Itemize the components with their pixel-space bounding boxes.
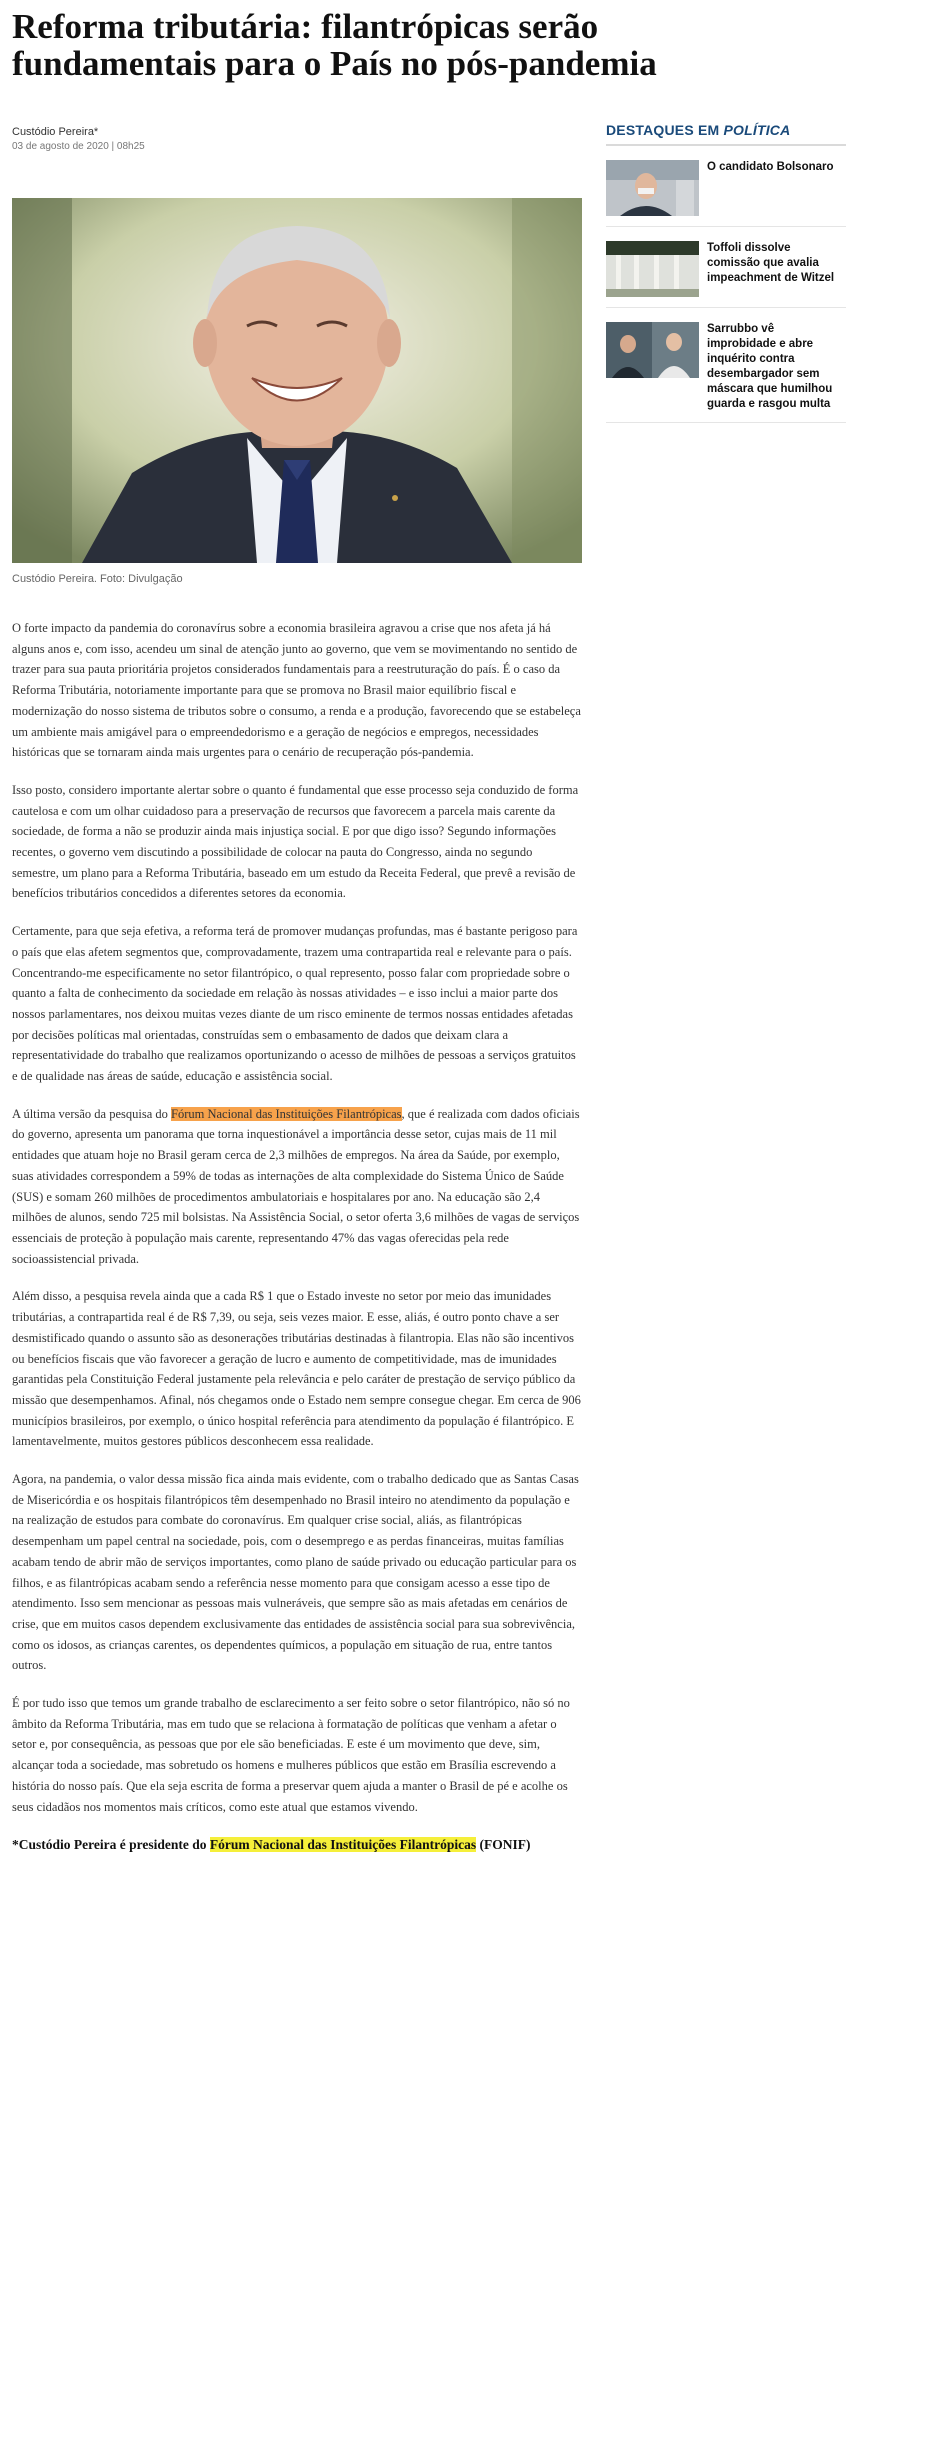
paragraph: É por tudo isso que temos um grande trabalho de esclarecimento a ser feito sobre o setor filantrópico, não só no âmbito da Reforma Tributária, mas em tudo que se relaciona à formatação de políticas que venham a afetar o setor e, por consequência, as pessoas que por ele são beneficiadas. E este é um movimento que deve, sim, alcançar toda a sociedade, mas sobretudo os homens e mulheres públicos que estão em Brasília escrevendo a história do nosso país. Que ela seja escrita de forma a preservar quem ajuda a manter o Brasil de pé e acolhe os seus cidadãos nos momentos mais críticos, como este atual que estamos vivendo. xyxy=(12,1696,570,1814)
sidebar-item-title[interactable]: Toffoli dissolve comissão que avalia impeachment de Witzel xyxy=(707,242,835,284)
sidebar-item-title[interactable]: Sarrubbo vê improbidade e abre inquérito contra desembargador sem máscara que humilhou guarda e rasgou multa xyxy=(707,323,833,410)
byline xyxy=(12,126,145,152)
sidebar-item[interactable] xyxy=(606,156,846,227)
sidebar-highlights xyxy=(606,122,846,433)
paragraph: Agora, na pandemia, o valor dessa missão fica ainda mais evidente, com o trabalho dedicado que as Santas Casas de Misericórdia e os hospitais filantrópicos têm desempenhado no Brasil inteiro no atendimento da população e na realização de estudos para combate do coronavírus. Em qualquer crise social, aliás, as filantrópicas desempenham um papel central na sociedade, pois, com o desemprego e as perdas financeiras, muitas famílias acabam tendo de abrir mão de serviços importantes, como plano de saúde privado ou educação particular para os filhos, e as filantrópicas acabam sendo a referência nesse momento para que consigam acesso a esse tipo de atendimento. Isso sem mencionar as pessoas mais vulneráveis, que sempre são as mais afetadas em cenários de crise, que em muitos casos dependem exclusivamente das entidades de assistência social para sua sobrevivência, como os idosos, as crianças carentes, os dependentes químicos, a população em situação de rua, entre tantos outros. xyxy=(12,1472,579,1673)
paragraph: O forte impacto da pandemia do coronavírus sobre a economia brasileira agravou a crise que nos afeta já há alguns anos e, com isso, acendeu um sinal de atenção junto ao governo, que vem se movimentando no sentido de trazer para sua pauta prioritária projetos considerados fundamentais para a reestruturação do país. É o caso da Reforma Tributária, notoriamente importante para que se promova no Brasil maior equilíbrio fiscal e modernização do nosso sistema de tributos sobre o consumo, a renda e a produção, favorecendo que se estabeleça um ambiente mais amigável para o empreendedorismo e a geração de negócios e empregos, necessidades históricas que se tornaram ainda mais urgentes para o cenário de recuperação pós-pandemia. xyxy=(12,621,581,760)
paragraph: Certamente, para que seja efetiva, a reforma terá de promover mudanças profundas, mas é bastante perigoso para o país que elas afetem segmentos que, comprovadamente, trazem uma contrapartida real e relevante para o país. Concentrando-me especificamente no setor filantrópico, o qual represento, posso falar com propriedade sobre o quanto a falta de conhecimento da sociedade em relação às nossas atividades – e isso inclui a maior parte dos nossos parlamentares, nos deixou muitas vezes diante de um risco eminente de termos nossas entidades afetadas por decisões políticas mal orientadas, construídas sem o embasamento de dados que deixam clara a representatividade do trabalho que realizamos oportunizando o acesso de milhões de pessoas a serviços gratuitos e de qualidade nas áreas de saúde, educação e assistência social. xyxy=(12,924,578,1084)
paragraph-text: , que é realizada com dados oficiais do governo, apresenta um panorama que torna inquestionável a importância desse setor, cujas mais de 11 mil entidades que atuam hoje no Brasil geram cerca de 2,3 milhões de empregos. Na área da Saúde, por exemplo, suas atividades correspondem a 59% de todas as internações de alta complexidade do Sistema Único de Saúde (SUS) e somam 260 milhões de procedimentos ambulatoriais e hospitalares por ano. Na educação são 2,4 milhões de alunos, sendo 725 mil bolsistas. Na Assistência Social, o setor oferta 3,6 milhões de vagas de serviços essenciais de proteção à população mais carente, representando 47% das vagas oferecidas pela rede socioassistencial privada. xyxy=(12,1106,580,1266)
author-name[interactable]: Custódio Pereira* xyxy=(12,126,99,138)
divider xyxy=(606,144,846,146)
sidebar-item[interactable] xyxy=(606,237,846,308)
paragraph xyxy=(12,1104,582,1270)
fonif-footnote-link[interactable]: Fórum Nacional das Instituições Filantrópicas xyxy=(209,1837,477,1853)
thumbnail-image[interactable] xyxy=(606,160,699,216)
thumbnail-image[interactable] xyxy=(606,322,699,378)
publish-date: 03 de agosto de 2020 | 08h25 xyxy=(12,141,145,152)
sidebar-title-prefix: DESTAQUES EM xyxy=(606,122,720,138)
article-body xyxy=(12,618,582,1873)
paragraph: Isso posto, considero importante alertar sobre o quanto é fundamental que esse processo seja conduzido de forma cautelosa e com um olhar cuidadoso para a preservação de recursos que favorecem a parcela mais carente da sociedade, de forma a não se produzir ainda mais injustiça social. E por que digo isso? Segundo informações recentes, o governo vem discutindo a possibilidade de colocar na pauta do Congresso, ainda no segundo semestre, um plano para a Reforma Tributária, baseado em um estudo da Receita Federal, que prevê a revisão de benefícios tributários concedidos a diferentes setores da economia. xyxy=(12,782,579,901)
portrait-image xyxy=(12,198,582,563)
footnote-text: (FONIF) xyxy=(476,1837,531,1853)
paragraph: Além disso, a pesquisa revela ainda que a cada R$ 1 que o Estado investe no setor por meio das imunidades tributárias, a contrapartida real é de R$ 7,39, ou seja, seis vezes maior. E esse, aliás, é outro ponto chave a ser desmistificado quando o assunto são as desonerações tributárias destinadas à filantropia. Elas não são incentivos ou benefícios fiscais que vão favorecer a geração de lucro e aumento de competitividade, mas de imunidades garantidas pela Constituição Federal justamente pela relevância e pelo caráter de prestação de serviço público da missão que desempenhamos. Afinal, nós chegamos onde o Estado nem sempre consegue chegar. Em cerca de 906 municípios brasileiros, por exemplo, o único hospital referência para atendimento da população é filantrópico. E lamentavelmente, muitos gestores públicos desconhecem essa realidade. xyxy=(12,1289,581,1449)
sidebar-item-title[interactable]: O candidato Bolsonaro xyxy=(707,161,834,173)
article-photo xyxy=(12,198,582,563)
article-title: Reforma tributária: filantrópicas serão fundamentais para o País no pós-pandemia xyxy=(12,7,657,83)
fonif-link[interactable]: Fórum Nacional das Instituições Filantrópicas xyxy=(171,1106,402,1121)
author-footnote xyxy=(12,1834,582,1856)
sidebar-title xyxy=(606,122,846,138)
sidebar-item[interactable] xyxy=(606,318,846,423)
footnote-text: *Custódio Pereira é presidente do xyxy=(12,1837,210,1853)
sidebar-title-section[interactable]: POLÍTICA xyxy=(723,122,791,138)
thumbnail-image[interactable] xyxy=(606,241,699,297)
photo-caption: Custódio Pereira. Foto: Divulgação xyxy=(12,573,183,585)
paragraph-text: A última versão da pesquisa do xyxy=(12,1106,171,1121)
